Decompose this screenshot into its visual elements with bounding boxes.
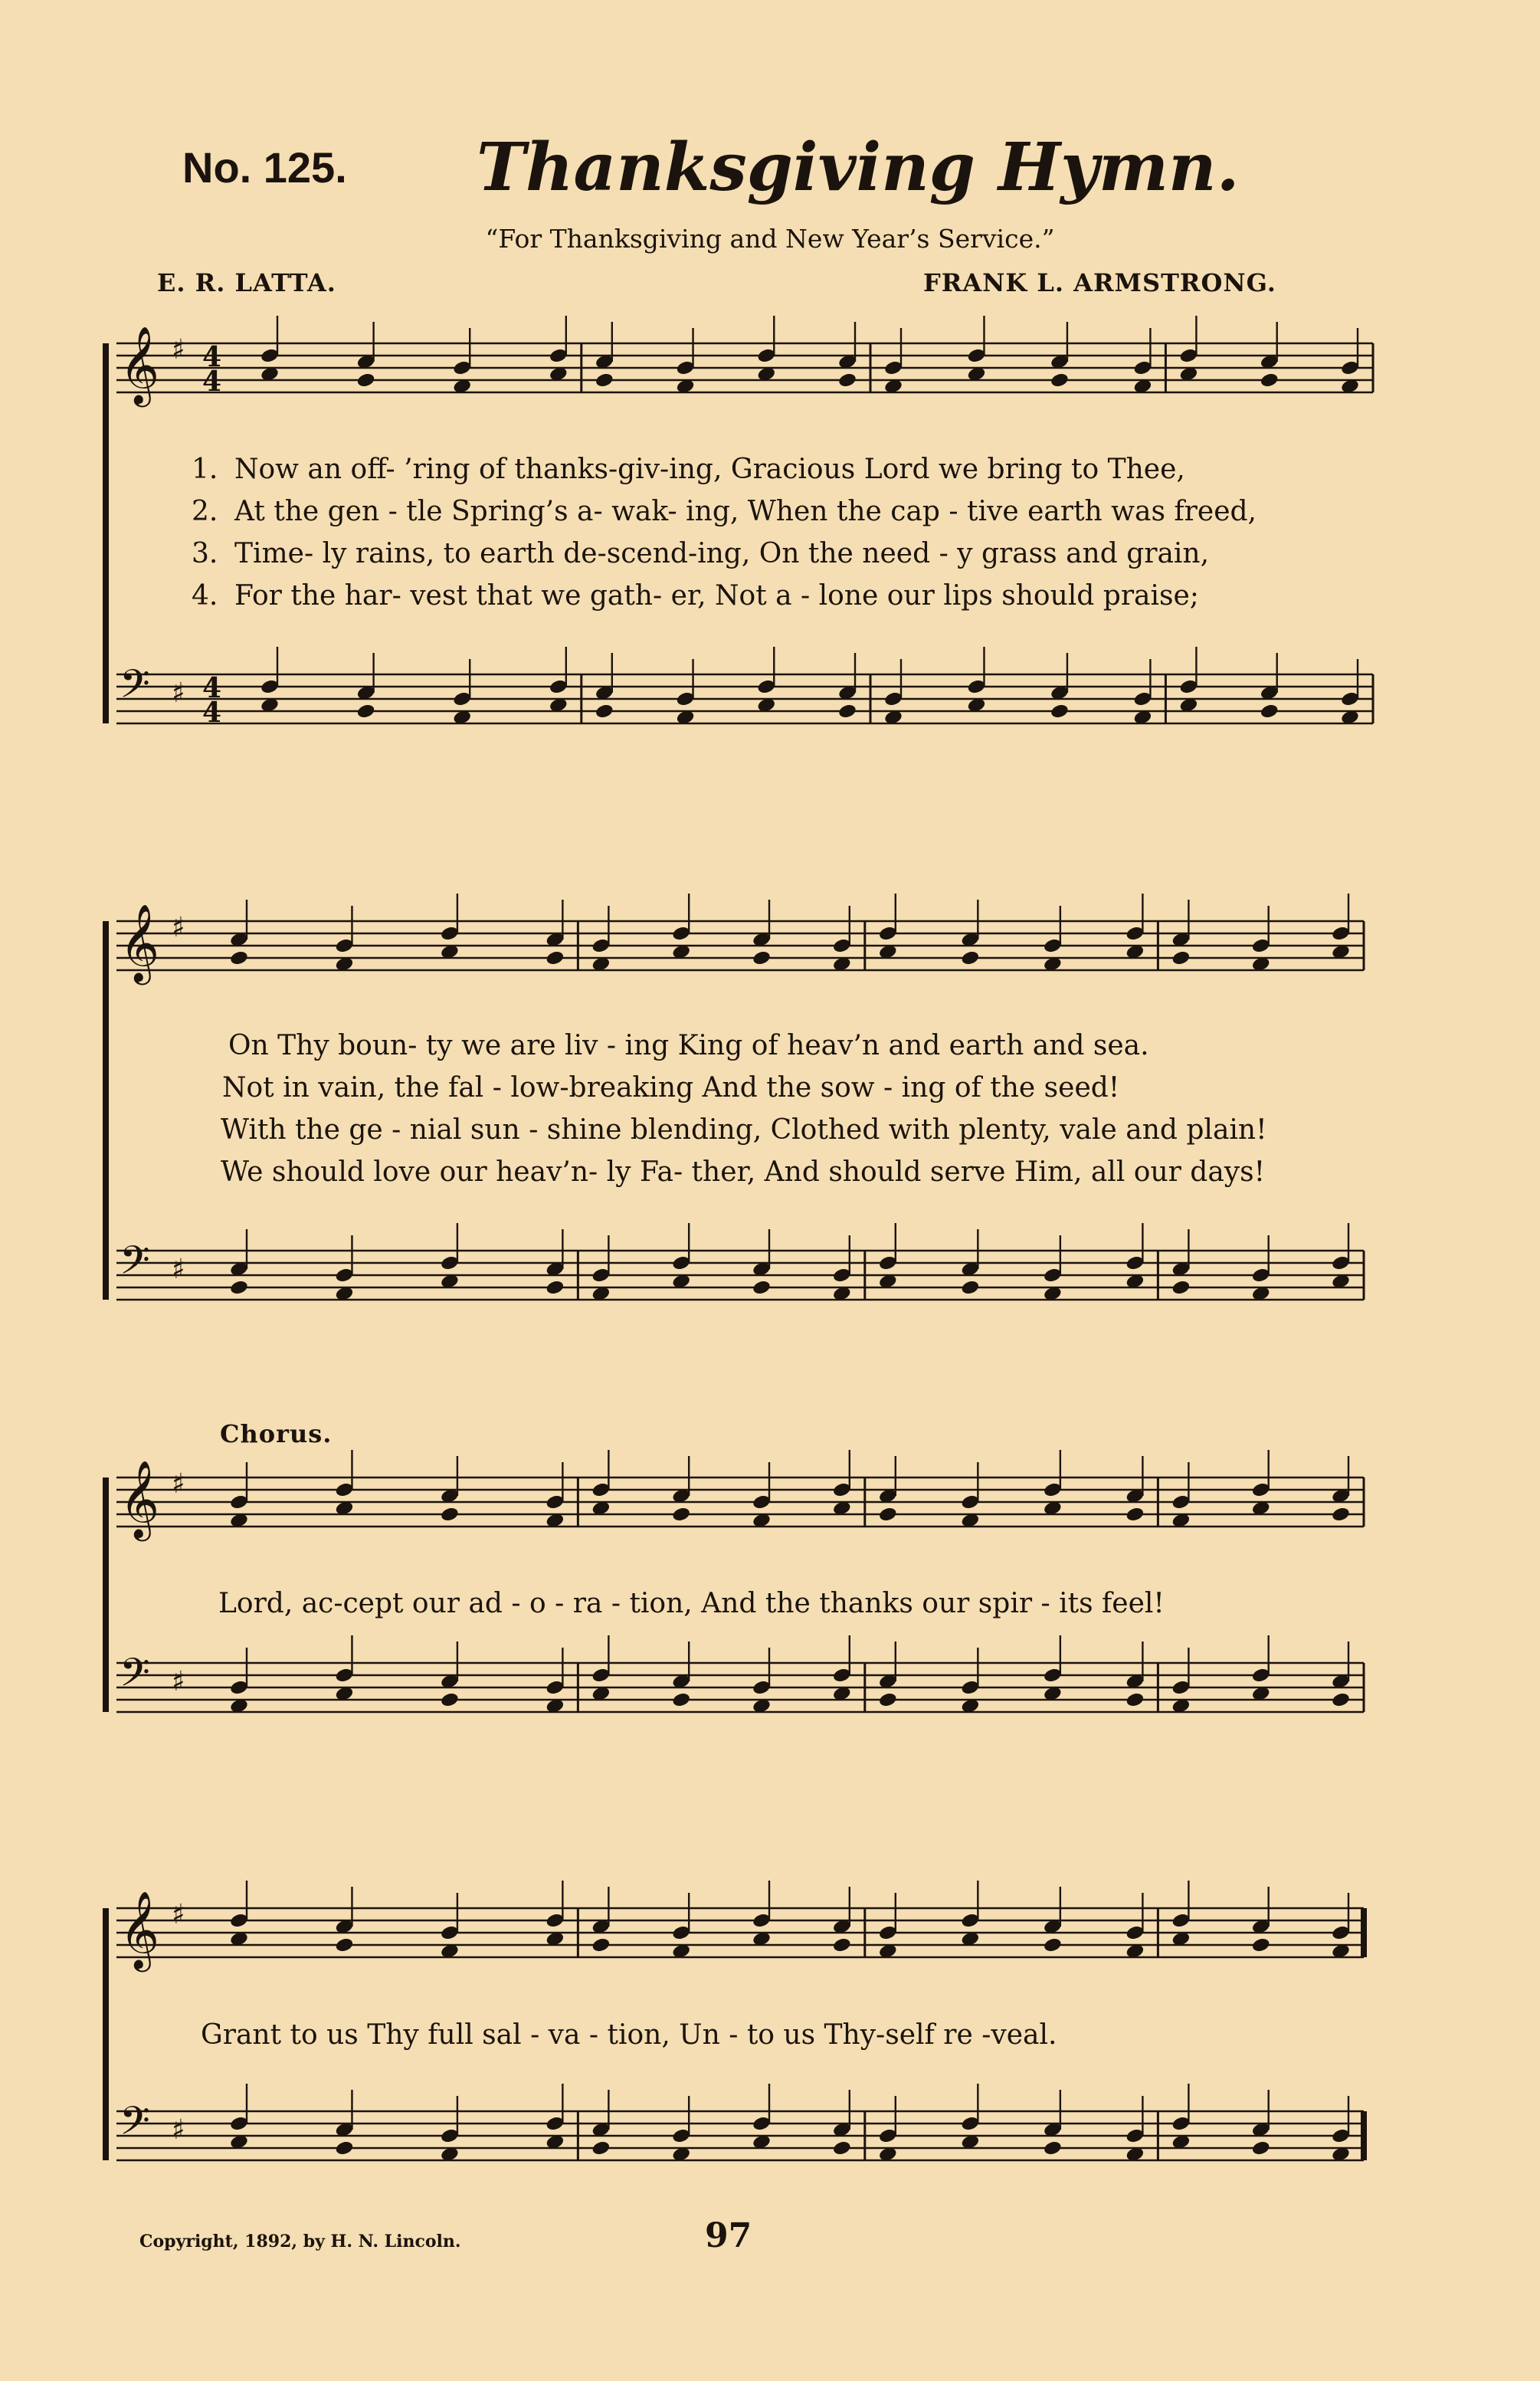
note-head	[1331, 1506, 1351, 1523]
note-head	[1251, 1937, 1271, 1953]
page-number: 97	[705, 2216, 752, 2255]
copyright: Copyright, 1892, by H. N. Lincoln.	[139, 2232, 461, 2251]
verse-3-line-1	[192, 538, 1209, 569]
note-head	[752, 1279, 772, 1296]
note-head	[335, 1937, 355, 1953]
note-head	[1260, 372, 1280, 389]
key-sharp-icon: ♯	[172, 1666, 185, 1697]
verse-number: 3.	[192, 538, 218, 569]
note-head	[591, 2140, 611, 2156]
key-sharp-icon: ♯	[172, 1468, 185, 1500]
chorus-label: Chorus.	[220, 1419, 333, 1448]
key-sharp-icon: ♯	[172, 912, 185, 943]
note-head	[878, 1506, 898, 1523]
time-signature-bottom: 4	[202, 366, 222, 398]
note-head	[356, 372, 376, 389]
key-sharp-icon: ♯	[172, 2114, 185, 2146]
note-head	[960, 1279, 980, 1296]
note-head	[832, 1937, 852, 1953]
note-head	[595, 703, 614, 720]
note-head	[335, 2140, 355, 2156]
note-head	[1125, 1506, 1145, 1523]
note-head	[1171, 949, 1191, 966]
verse-text: For the har- vest that we gath- er, Not a - lone our lips should praise;	[234, 580, 1199, 612]
verse-3-line-2: With the ge - nial sun - shine blending, Clothed with plenty, vale and plain!	[221, 1114, 1267, 1146]
note-head	[1043, 2140, 1063, 2156]
verse-number: 1.	[192, 454, 218, 485]
key-sharp-icon: ♯	[172, 1899, 185, 1930]
verse-text: Time- ly rains, to earth de-scend-ing, On the need - y grass and grain,	[234, 538, 1210, 569]
note-head	[229, 1279, 249, 1296]
time-signature-top: 4	[202, 341, 222, 373]
hymn-number: No. 125.	[182, 143, 347, 192]
hymn-title: Thanksgiving Hymn.	[477, 129, 1240, 206]
note-head	[440, 1691, 460, 1708]
note-head	[837, 703, 857, 720]
bass-clef-icon: 𝄢	[120, 2097, 150, 2153]
note-head	[1050, 703, 1070, 720]
note-head	[878, 1691, 898, 1708]
bass-clef-icon: 𝄢	[120, 661, 150, 717]
key-sharp-icon: ♯	[172, 1254, 185, 1285]
note-head	[671, 1691, 691, 1708]
key-sharp-icon: ♯	[172, 334, 185, 366]
verse-4-line-2: We should love our heav’n- ly Fa- ther, And should serve Him, all our days!	[221, 1156, 1266, 1188]
note-head	[1050, 372, 1070, 389]
verse-1-line-2: On Thy boun- ty we are liv - ing King of heav’n and earth and sea.	[228, 1030, 1149, 1061]
note-head	[1251, 2140, 1271, 2156]
note-head	[356, 703, 376, 720]
note-head	[832, 2140, 852, 2156]
note-head	[960, 949, 980, 966]
treble-clef-icon: 𝄞	[120, 325, 160, 404]
verse-text: Now an off- ’ring of thanks-giv-ing, Gracious Lord we bring to Thee,	[234, 454, 1185, 485]
hymn-subtitle: “For Thanksgiving and New Year’s Service.”	[485, 224, 1055, 254]
chorus-line-1: Lord, ac-cept our ad - o - ra - tion, And the thanks our spir - its feel!	[218, 1588, 1165, 1619]
note-head	[229, 949, 249, 966]
note-head	[545, 1279, 565, 1296]
bass-clef-icon: 𝄢	[120, 1237, 150, 1293]
verse-1-line-1	[192, 454, 1185, 485]
note-head	[1331, 1691, 1351, 1708]
bass-clef-icon: 𝄢	[120, 1649, 150, 1705]
verse-2-line-1	[192, 496, 1257, 527]
note-head	[595, 372, 614, 389]
verse-number: 2.	[192, 496, 218, 527]
treble-clef-icon: 𝄞	[120, 1459, 160, 1538]
time-signature-bottom: 4	[202, 697, 222, 729]
verse-2-line-2: Not in vain, the fal - low-breaking And the sow - ing of the seed!	[222, 1072, 1120, 1104]
note-head	[1125, 1691, 1145, 1708]
note-head	[1043, 1937, 1063, 1953]
note-head	[545, 949, 565, 966]
key-sharp-icon: ♯	[172, 677, 185, 709]
verse-text: At the gen - tle Spring’s a- wak- ing, When the cap - tive earth was freed,	[234, 496, 1257, 527]
note-head	[1260, 703, 1280, 720]
note-head	[837, 372, 857, 389]
note-head	[440, 1506, 460, 1523]
verse-4-line-1	[192, 580, 1199, 612]
verse-number: 4.	[192, 580, 218, 612]
treble-clef-icon: 𝄞	[120, 903, 160, 982]
time-signature-top: 4	[202, 672, 222, 704]
note-head	[752, 949, 772, 966]
note-head	[591, 1937, 611, 1953]
composer: FRANK L. ARMSTRONG.	[923, 268, 1276, 297]
chorus-line-2: Grant to us Thy full sal - va - tion, Un - to us Thy-self re -veal.	[201, 2019, 1057, 2051]
treble-clef-icon: 𝄞	[120, 1890, 160, 1969]
lyricist: E. R. LATTA.	[157, 268, 336, 297]
note-head	[671, 1506, 691, 1523]
note-head	[1171, 1279, 1191, 1296]
